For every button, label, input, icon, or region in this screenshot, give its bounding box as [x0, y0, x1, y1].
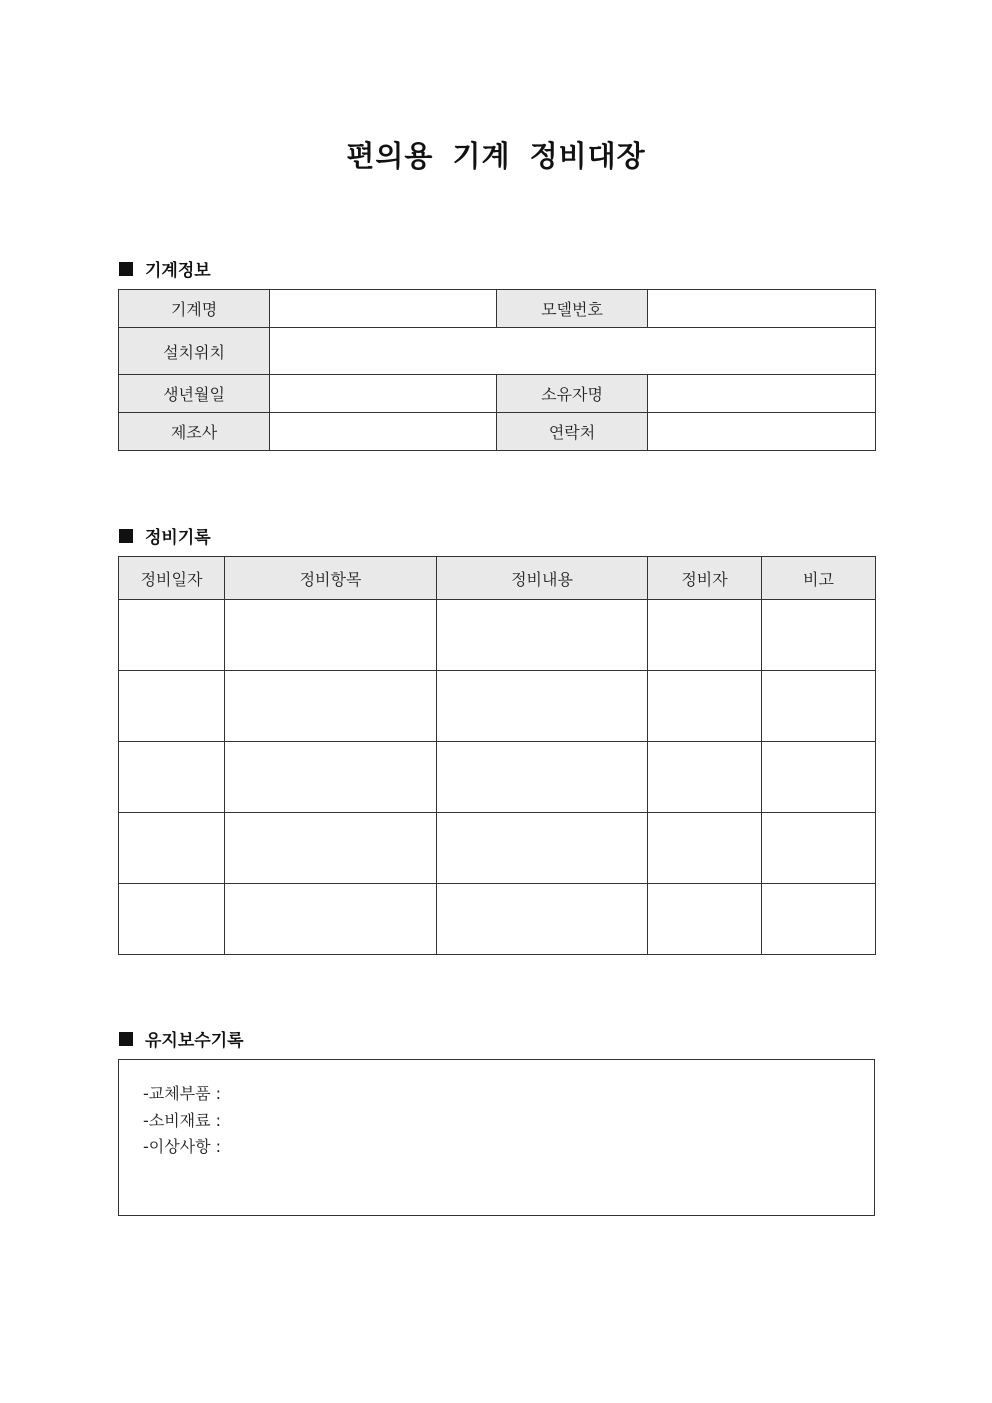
field-install-location[interactable] [270, 328, 876, 375]
cell-remarks[interactable] [762, 884, 876, 955]
table-row [119, 742, 876, 813]
table-row [119, 813, 876, 884]
cell-date[interactable] [119, 600, 225, 671]
cell-item[interactable] [225, 813, 437, 884]
field-model-number[interactable] [648, 290, 876, 328]
field-machine-name[interactable] [270, 290, 497, 328]
note-replaced-parts: -교체부품 : [143, 1084, 222, 1103]
cell-content[interactable] [437, 600, 648, 671]
note-consumables: -소비재료 : [143, 1111, 222, 1130]
cell-content[interactable] [437, 742, 648, 813]
col-header-technician: 정비자 [648, 557, 762, 600]
cell-remarks[interactable] [762, 671, 876, 742]
cell-date[interactable] [119, 884, 225, 955]
cell-date[interactable] [119, 742, 225, 813]
label-owner: 소유자명 [497, 375, 648, 413]
cell-technician[interactable] [648, 884, 762, 955]
label-contact: 연락처 [497, 413, 648, 451]
cell-content[interactable] [437, 813, 648, 884]
col-header-content: 정비내용 [437, 557, 648, 600]
cell-content[interactable] [437, 884, 648, 955]
section-maintenance-label: 유지보수기록 [145, 1031, 244, 1051]
label-manufacturer: 제조사 [119, 413, 270, 451]
table-row [119, 600, 876, 671]
cell-content[interactable] [437, 671, 648, 742]
maintenance-notes-box[interactable] [118, 1059, 875, 1216]
section-heading-records [119, 523, 211, 548]
col-header-item: 정비항목 [225, 557, 437, 600]
maintenance-records-table [118, 556, 876, 955]
cell-item[interactable] [225, 884, 437, 955]
machine-info-table [118, 289, 876, 451]
cell-date[interactable] [119, 671, 225, 742]
label-model-number: 모델번호 [497, 290, 648, 328]
square-bullet-icon [119, 262, 133, 276]
cell-remarks[interactable] [762, 742, 876, 813]
cell-technician[interactable] [648, 813, 762, 884]
table-row [119, 884, 876, 955]
table-row [119, 671, 876, 742]
square-bullet-icon [119, 529, 133, 543]
col-header-remarks: 비고 [762, 557, 876, 600]
section-info-label: 기계정보 [145, 261, 211, 281]
cell-technician[interactable] [648, 600, 762, 671]
field-owner[interactable] [648, 375, 876, 413]
square-bullet-icon [119, 1032, 133, 1046]
cell-technician[interactable] [648, 742, 762, 813]
cell-remarks[interactable] [762, 600, 876, 671]
field-contact[interactable] [648, 413, 876, 451]
cell-remarks[interactable] [762, 813, 876, 884]
label-install-location: 설치위치 [119, 328, 270, 375]
note-issues: -이상사항 : [143, 1137, 222, 1156]
label-machine-name: 기계명 [119, 290, 270, 328]
label-birth-date: 생년월일 [119, 375, 270, 413]
cell-technician[interactable] [648, 671, 762, 742]
field-birth-date[interactable] [270, 375, 497, 413]
col-header-date: 정비일자 [119, 557, 225, 600]
section-heading-maintenance [119, 1026, 244, 1051]
field-manufacturer[interactable] [270, 413, 497, 451]
cell-date[interactable] [119, 813, 225, 884]
section-records-label: 정비기록 [145, 528, 211, 548]
cell-item[interactable] [225, 600, 437, 671]
cell-item[interactable] [225, 742, 437, 813]
cell-item[interactable] [225, 671, 437, 742]
section-heading-info [119, 256, 211, 281]
page-title: 편의용 기계 정비대장 [346, 139, 646, 173]
